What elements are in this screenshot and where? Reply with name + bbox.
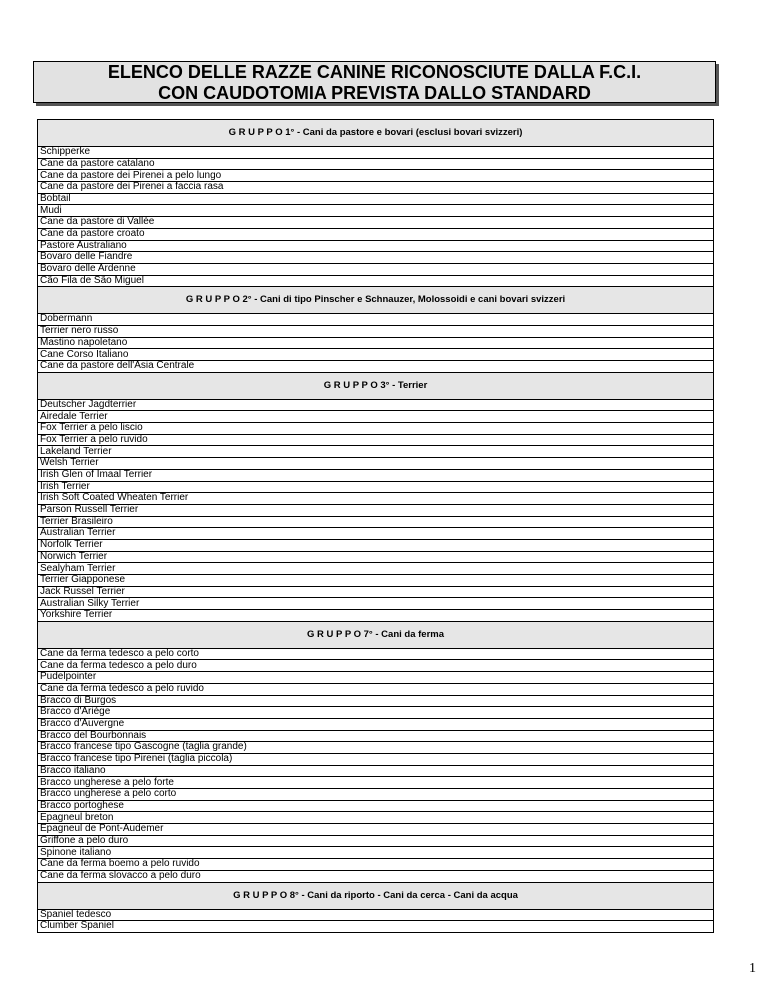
breed-row bbox=[38, 493, 714, 505]
breed-name: Cane da pastore dei Pirenei a faccia rasa bbox=[38, 182, 714, 194]
group-header-row bbox=[38, 882, 714, 909]
breed-name: Sealyham Terrier bbox=[38, 563, 714, 575]
breed-name: Cane da pastore di Vallée bbox=[38, 217, 714, 229]
breed-row bbox=[38, 504, 714, 516]
breed-row bbox=[38, 660, 714, 672]
breed-name: Yorkshire Terrier bbox=[38, 610, 714, 622]
breed-row bbox=[38, 812, 714, 824]
breed-name: Fox Terrier a pelo ruvido bbox=[38, 434, 714, 446]
breed-name: Cane Corso Italiano bbox=[38, 349, 714, 361]
breed-row bbox=[38, 399, 714, 411]
breed-row bbox=[38, 147, 714, 159]
breed-row bbox=[38, 361, 714, 373]
group-heading: G R U P P O 8° - Cani da riporto - Cani da cerca - Cani da acqua bbox=[38, 882, 714, 909]
breed-name: Australian Terrier bbox=[38, 528, 714, 540]
breed-table bbox=[37, 119, 714, 933]
breed-name: Griffone a pelo duro bbox=[38, 835, 714, 847]
breed-row bbox=[38, 337, 714, 349]
breed-row bbox=[38, 835, 714, 847]
breed-row bbox=[38, 859, 714, 871]
group-heading: G R U P P O 3° - Terrier bbox=[38, 372, 714, 399]
breed-row bbox=[38, 170, 714, 182]
breed-name: Epagneul de Pont-Audemer bbox=[38, 824, 714, 836]
breed-name: Cane da pastore dell'Asia Centrale bbox=[38, 361, 714, 373]
breed-name: Welsh Terrier bbox=[38, 458, 714, 470]
breed-name: Pudelpointer bbox=[38, 672, 714, 684]
breed-name: Spaniel tedesco bbox=[38, 909, 714, 921]
group-header-row bbox=[38, 621, 714, 648]
breed-row bbox=[38, 718, 714, 730]
breed-name: Bracco portoghese bbox=[38, 800, 714, 812]
title-line-1: ELENCO DELLE RAZZE CANINE RICONOSCIUTE DALLA F.C.I. bbox=[107, 62, 642, 82]
breed-row bbox=[38, 672, 714, 684]
breed-row bbox=[38, 753, 714, 765]
breed-name: Cane da ferma tedesco a pelo ruvido bbox=[38, 683, 714, 695]
title-line-2: CON CAUDOTOMIA PREVISTA DALLO STANDARD bbox=[158, 83, 591, 103]
breed-name: Clumber Spaniel bbox=[38, 921, 714, 933]
breed-name: Spinone italiano bbox=[38, 847, 714, 859]
breed-row bbox=[38, 800, 714, 812]
page-number: 1 bbox=[749, 961, 756, 976]
breed-name: Bracco ungherese a pelo corto bbox=[38, 789, 714, 801]
breed-row bbox=[38, 683, 714, 695]
group-header-row bbox=[38, 120, 714, 147]
document-title bbox=[33, 61, 716, 103]
breed-row bbox=[38, 481, 714, 493]
breed-row bbox=[38, 446, 714, 458]
breed-name: Norfolk Terrier bbox=[38, 539, 714, 551]
breed-row bbox=[38, 551, 714, 563]
breed-name: Bracco del Bourbonnais bbox=[38, 730, 714, 742]
breed-row bbox=[38, 648, 714, 660]
breed-name: Fox Terrier a pelo liscio bbox=[38, 423, 714, 435]
breed-name: Airedale Terrier bbox=[38, 411, 714, 423]
breed-row bbox=[38, 695, 714, 707]
breed-name: Australian Silky Terrier bbox=[38, 598, 714, 610]
breed-row bbox=[38, 411, 714, 423]
breed-row bbox=[38, 349, 714, 361]
breed-row bbox=[38, 847, 714, 859]
group-heading: G R U P P O 2° - Cani di tipo Pinscher e Schnauzer, Molossoidi e cani bovari svizzeri bbox=[38, 287, 714, 314]
breed-row bbox=[38, 423, 714, 435]
breed-name: Cane da pastore dei Pirenei a pelo lungo bbox=[38, 170, 714, 182]
breed-row bbox=[38, 575, 714, 587]
breed-row bbox=[38, 921, 714, 933]
breed-row bbox=[38, 205, 714, 217]
breed-row bbox=[38, 516, 714, 528]
breed-name: Schipperke bbox=[38, 147, 714, 159]
breed-row bbox=[38, 586, 714, 598]
breed-name: Terrier nero russo bbox=[38, 325, 714, 337]
breed-row bbox=[38, 765, 714, 777]
breed-name: Cane da ferma tedesco a pelo corto bbox=[38, 648, 714, 660]
breed-name: Pastore Australiano bbox=[38, 240, 714, 252]
group-heading: G R U P P O 7° - Cani da ferma bbox=[38, 621, 714, 648]
breed-row bbox=[38, 707, 714, 719]
breed-row bbox=[38, 539, 714, 551]
breed-name: Bracco ungherese a pelo forte bbox=[38, 777, 714, 789]
breed-name: Mastino napoletano bbox=[38, 337, 714, 349]
breed-row bbox=[38, 870, 714, 882]
breed-name: Bracco italiano bbox=[38, 765, 714, 777]
breed-row bbox=[38, 240, 714, 252]
breed-name: Terrier Giapponese bbox=[38, 575, 714, 587]
breed-name: Cane da ferma boemo a pelo ruvido bbox=[38, 859, 714, 871]
breed-row bbox=[38, 730, 714, 742]
breed-name: Bovaro delle Fiandre bbox=[38, 252, 714, 264]
breed-name: Dobermann bbox=[38, 314, 714, 326]
breed-name: Deutscher Jagdterrier bbox=[38, 399, 714, 411]
breed-name: Mudi bbox=[38, 205, 714, 217]
breed-name: Cão Fila de São Miguel bbox=[38, 275, 714, 287]
breed-row bbox=[38, 824, 714, 836]
group-heading: G R U P P O 1° - Cani da pastore e bovari (esclusi bovari svizzeri) bbox=[38, 120, 714, 147]
breed-row bbox=[38, 228, 714, 240]
breed-name: Jack Russel Terrier bbox=[38, 586, 714, 598]
breed-name: Epagneul breton bbox=[38, 812, 714, 824]
group-header-row bbox=[38, 372, 714, 399]
breed-name: Cane da pastore croato bbox=[38, 228, 714, 240]
breed-row bbox=[38, 325, 714, 337]
breed-row bbox=[38, 469, 714, 481]
breed-name: Norwich Terrier bbox=[38, 551, 714, 563]
breed-name: Bovaro delle Ardenne bbox=[38, 263, 714, 275]
breed-name: Cane da ferma slovacco a pelo duro bbox=[38, 870, 714, 882]
group-header-row bbox=[38, 287, 714, 314]
breed-row bbox=[38, 458, 714, 470]
breed-row bbox=[38, 777, 714, 789]
breed-row bbox=[38, 789, 714, 801]
breed-row bbox=[38, 193, 714, 205]
breed-name: Bracco francese tipo Gascogne (taglia grande) bbox=[38, 742, 714, 754]
breed-name: Bracco d'Ariège bbox=[38, 707, 714, 719]
breed-name: Irish Glen of Imaal Terrier bbox=[38, 469, 714, 481]
breed-row bbox=[38, 263, 714, 275]
breed-row bbox=[38, 314, 714, 326]
breed-row bbox=[38, 275, 714, 287]
breed-row bbox=[38, 610, 714, 622]
breed-row bbox=[38, 528, 714, 540]
breed-row bbox=[38, 434, 714, 446]
breed-name: Cane da ferma tedesco a pelo duro bbox=[38, 660, 714, 672]
breed-name: Bracco francese tipo Pirenei (taglia piccola) bbox=[38, 753, 714, 765]
breed-row bbox=[38, 158, 714, 170]
breed-name: Parson Russell Terrier bbox=[38, 504, 714, 516]
breed-row bbox=[38, 909, 714, 921]
breed-row bbox=[38, 742, 714, 754]
breed-row bbox=[38, 563, 714, 575]
breed-name: Bracco d'Auvergne bbox=[38, 718, 714, 730]
breed-name: Irish Terrier bbox=[38, 481, 714, 493]
breed-row bbox=[38, 182, 714, 194]
breed-name: Bobtail bbox=[38, 193, 714, 205]
breed-name: Terrier Brasileiro bbox=[38, 516, 714, 528]
breed-row bbox=[38, 252, 714, 264]
breed-name: Lakeland Terrier bbox=[38, 446, 714, 458]
breed-row bbox=[38, 598, 714, 610]
breed-name: Cane da pastore catalano bbox=[38, 158, 714, 170]
breed-row bbox=[38, 217, 714, 229]
breed-name: Bracco di Burgos bbox=[38, 695, 714, 707]
breed-name: Irish Soft Coated Wheaten Terrier bbox=[38, 493, 714, 505]
